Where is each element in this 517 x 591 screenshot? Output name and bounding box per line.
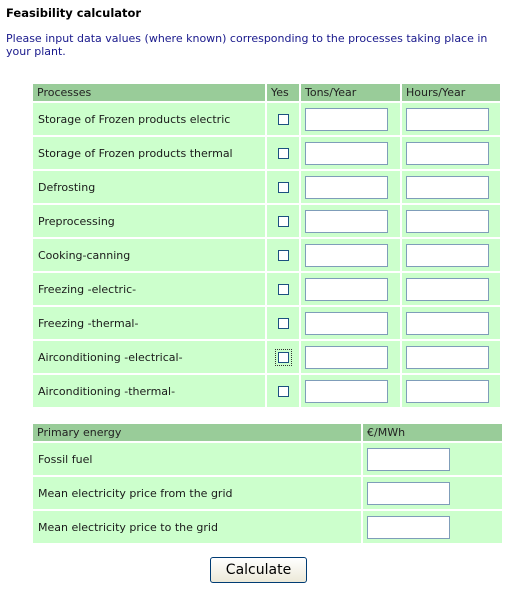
calculate-button[interactable]: Calculate	[210, 557, 307, 583]
hours-cell	[402, 307, 500, 339]
process-row	[33, 307, 500, 339]
hours-year-input[interactable]	[406, 142, 489, 165]
tons-year-input[interactable]	[305, 210, 388, 233]
tons-year-input[interactable]	[305, 380, 388, 403]
process-yes-checkbox[interactable]	[278, 284, 289, 295]
yes-cell	[267, 239, 299, 271]
yes-cell	[267, 273, 299, 305]
yes-cell	[267, 171, 299, 203]
hours-year-input[interactable]	[406, 210, 489, 233]
tons-cell	[301, 103, 400, 135]
tons-year-input[interactable]	[305, 278, 388, 301]
tons-cell	[301, 171, 400, 203]
process-row	[33, 171, 500, 203]
price-cell	[363, 511, 502, 543]
process-yes-checkbox[interactable]	[278, 386, 289, 397]
hours-cell	[402, 341, 500, 373]
process-row	[33, 103, 500, 135]
processes-body	[33, 103, 500, 407]
hours-year-input[interactable]	[406, 312, 489, 335]
energy-row	[33, 511, 502, 543]
energy-row	[33, 443, 502, 475]
processes-table	[31, 82, 502, 409]
process-yes-checkbox[interactable]	[278, 318, 289, 329]
tons-cell	[301, 137, 400, 169]
header-hours-year: Hours/Year	[402, 84, 500, 101]
tons-year-input[interactable]	[305, 312, 388, 335]
hours-cell	[402, 375, 500, 407]
eur-mwh-input[interactable]	[367, 516, 450, 539]
tons-cell	[301, 205, 400, 237]
process-row	[33, 239, 500, 271]
yes-cell	[267, 205, 299, 237]
process-row	[33, 137, 500, 169]
price-cell	[363, 443, 502, 475]
tons-year-input[interactable]	[305, 346, 388, 369]
hours-cell	[402, 137, 500, 169]
header-processes: Processes	[33, 84, 265, 101]
header-primary-energy: Primary energy	[33, 424, 361, 441]
process-yes-checkbox[interactable]	[278, 148, 289, 159]
tons-cell	[301, 341, 400, 373]
energy-header-row	[33, 424, 502, 441]
price-cell	[363, 477, 502, 509]
energy-label: Mean electricity price from the grid	[33, 477, 361, 509]
yes-cell	[267, 341, 299, 373]
process-label: Airconditioning -electrical-	[33, 341, 265, 373]
hours-year-input[interactable]	[406, 176, 489, 199]
hours-year-input[interactable]	[406, 346, 489, 369]
yes-cell	[267, 375, 299, 407]
energy-label: Fossil fuel	[33, 443, 361, 475]
hours-year-input[interactable]	[406, 278, 489, 301]
energy-row	[33, 477, 502, 509]
process-row	[33, 375, 500, 407]
process-label: Preprocessing	[33, 205, 265, 237]
tons-cell	[301, 239, 400, 271]
process-yes-checkbox[interactable]	[278, 216, 289, 227]
page-title: Feasibility calculator	[6, 6, 142, 20]
button-row	[0, 557, 517, 583]
process-label: Freezing -thermal-	[33, 307, 265, 339]
process-label: Storage of Frozen products electric	[33, 103, 265, 135]
process-label: Freezing -electric-	[33, 273, 265, 305]
tons-year-input[interactable]	[305, 244, 388, 267]
yes-cell	[267, 103, 299, 135]
energy-table	[31, 422, 504, 545]
hours-year-input[interactable]	[406, 380, 489, 403]
hours-cell	[402, 239, 500, 271]
process-label: Airconditioning -thermal-	[33, 375, 265, 407]
hours-year-input[interactable]	[406, 108, 489, 131]
process-label: Storage of Frozen products thermal	[33, 137, 265, 169]
processes-header-row	[33, 84, 500, 101]
tons-cell	[301, 375, 400, 407]
process-row	[33, 205, 500, 237]
header-yes: Yes	[267, 84, 299, 101]
yes-cell	[267, 307, 299, 339]
process-label: Cooking-canning	[33, 239, 265, 271]
hours-year-input[interactable]	[406, 244, 489, 267]
tons-year-input[interactable]	[305, 108, 388, 131]
intro-text: Please input data values (where known) corresponding to the processes taking place in your plant.	[6, 32, 488, 58]
hours-cell	[402, 205, 500, 237]
hours-cell	[402, 171, 500, 203]
process-row	[33, 341, 500, 373]
header-eur-mwh: €/MWh	[363, 424, 502, 441]
hours-cell	[402, 103, 500, 135]
tons-year-input[interactable]	[305, 176, 388, 199]
energy-body	[33, 443, 502, 543]
process-row	[33, 273, 500, 305]
yes-cell	[267, 137, 299, 169]
eur-mwh-input[interactable]	[367, 482, 450, 505]
energy-label: Mean electricity price to the grid	[33, 511, 361, 543]
process-label: Defrosting	[33, 171, 265, 203]
header-tons-year: Tons/Year	[301, 84, 400, 101]
process-yes-checkbox[interactable]	[278, 114, 289, 125]
eur-mwh-input[interactable]	[367, 448, 450, 471]
process-yes-checkbox[interactable]	[278, 182, 289, 193]
tons-cell	[301, 307, 400, 339]
process-yes-checkbox[interactable]	[278, 250, 289, 261]
tons-cell	[301, 273, 400, 305]
hours-cell	[402, 273, 500, 305]
process-yes-checkbox[interactable]	[278, 352, 289, 363]
tons-year-input[interactable]	[305, 142, 388, 165]
